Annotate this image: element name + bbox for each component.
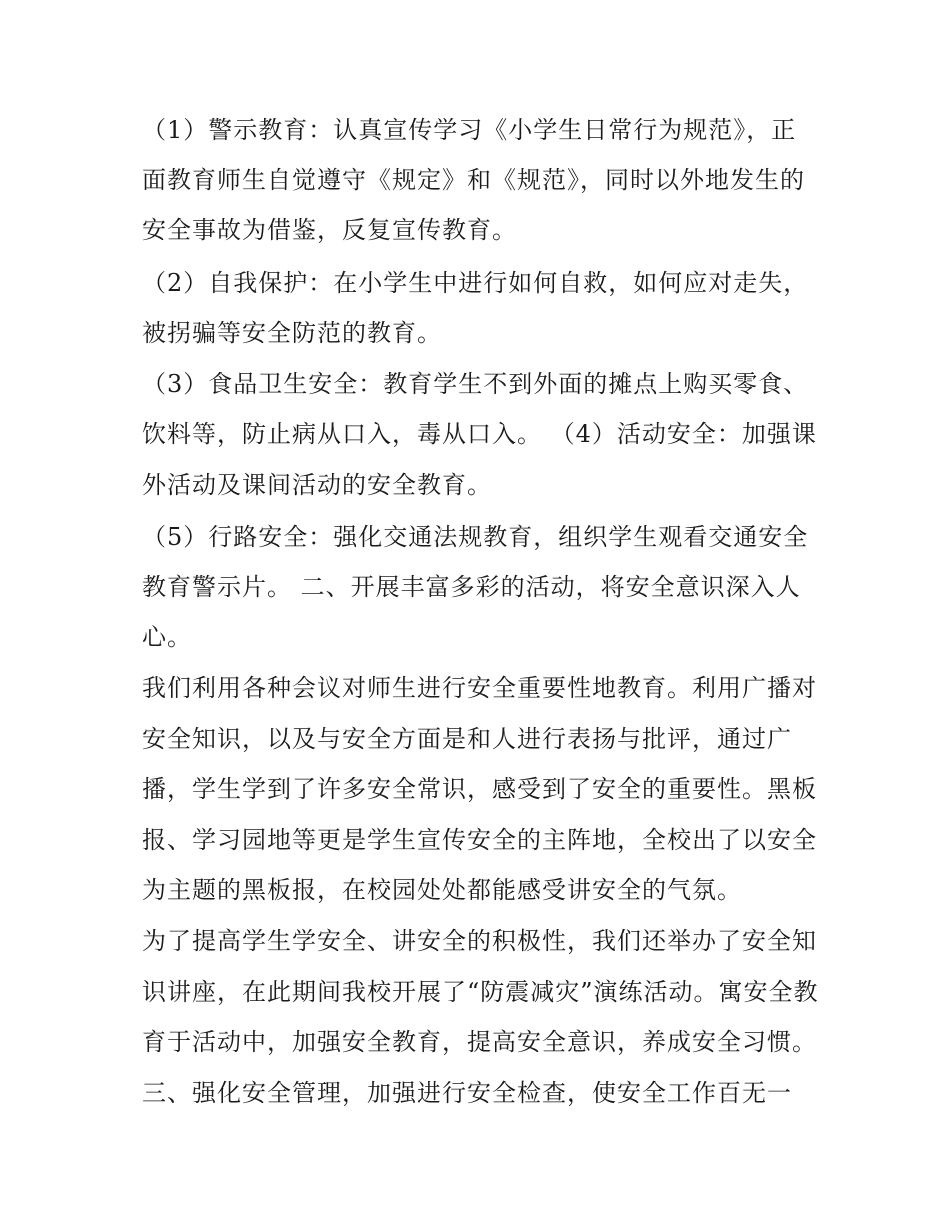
text-line: 外活动及课间活动的安全教育。 <box>142 471 492 499</box>
text-line: （5）行路安全：强化交通法规教育，组织学生观看交通安全 <box>142 523 809 551</box>
text-line: 为主题的黑板报，在校园处处都能感受讲安全的气氛。 <box>142 876 742 904</box>
text-line: 教育警示片。 二、开展丰富多彩的活动，将安全意识深入人 <box>142 573 801 601</box>
text-line: 心。 <box>142 623 192 651</box>
text-line: 被拐骗等安全防范的教育。 <box>142 319 442 347</box>
text-line: 安全知识，以及与安全方面是和人进行表扬与批评，通过广 <box>142 725 792 753</box>
text-line: 育于活动中，加强安全教育，提高安全意识，养成安全习惯。 <box>142 1028 817 1056</box>
text-line: （1）警示教育：认真宣传学习《小学生日常行为规范》，正 <box>142 116 797 144</box>
text-line: 播，学生学到了许多安全常识，感受到了安全的重要性。黑板 <box>142 775 817 803</box>
text-line: （2）自我保护：在小学生中进行如何自救，如何应对走失， <box>142 269 809 297</box>
text-line: 三、强化安全管理，加强进行安全检查，使安全工作百无一 <box>142 1079 792 1107</box>
text-line: 识讲座，在此期间我校开展了“防震减灾”演练活动。寓安全教 <box>142 978 819 1006</box>
text-line: 安全事故为借鉴，反复宣传教育。 <box>142 216 517 244</box>
text-line: （3）食品卫生安全：教育学生不到外面的摊点上购买零食、 <box>142 370 809 398</box>
text-line: 饮料等，防止病从口入，毒从口入。 （4）活动安全：加强课 <box>142 420 817 448</box>
text-line: 为了提高学生学安全、讲安全的积极性，我们还举办了安全知 <box>142 927 817 955</box>
text-line: 我们利用各种会议对师生进行安全重要性地教育。利用广播对 <box>142 674 817 702</box>
text-line: 面教育师生自觉遵守《规定》和《规范》，同时以外地发生的 <box>142 166 805 194</box>
text-line: 报、学习园地等更是学生宣传安全的主阵地，全校出了以安全 <box>142 826 817 854</box>
